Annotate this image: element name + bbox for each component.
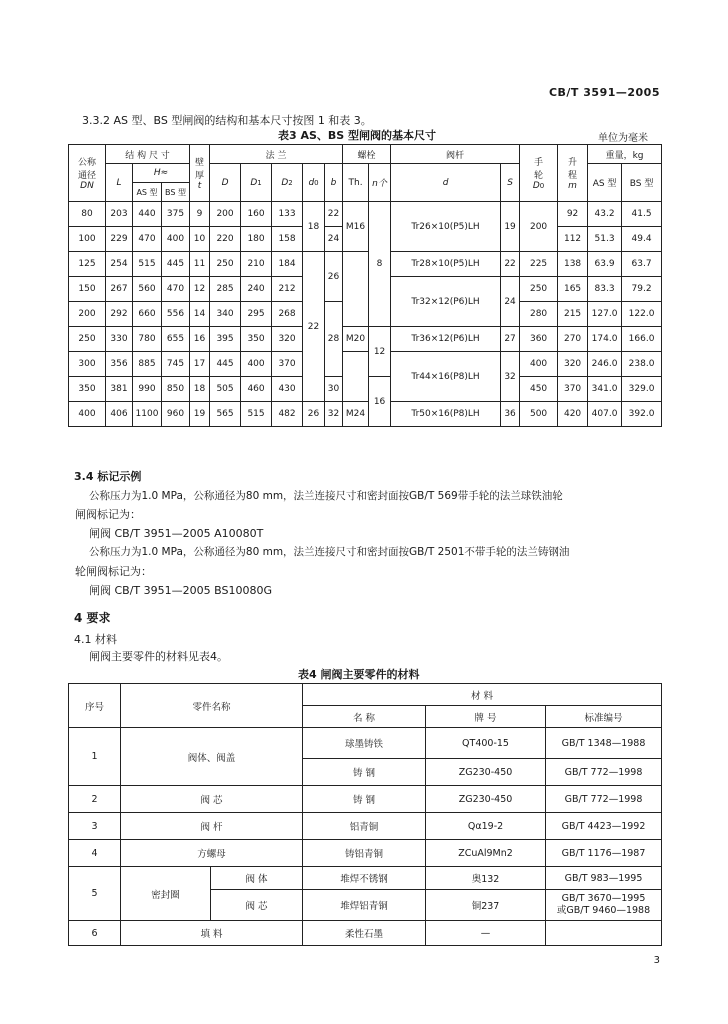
- table-row: 150 267 560 470 12 285 240 212 Tr32×12(P6)LH 24 250 165 83.3 79.2: [69, 277, 662, 302]
- marking-example-1: 闸阀 CB/T 3951—2005 A10080T: [89, 527, 264, 540]
- th-mat-grade: 牌 号: [426, 706, 546, 728]
- section-4-1-title: 4.1 材料: [74, 633, 117, 646]
- table-row: 400 406 1100 960 19 565 515 482 26 32 M24 Tr50×16(P8)LH 36 500 420 407.0 392.0: [69, 402, 662, 427]
- th-struct: 结 构 尺 寸: [106, 145, 190, 164]
- th-flange: 法 兰: [210, 145, 343, 164]
- th-w-bs: BS 型: [622, 164, 662, 202]
- marking-example-2: 闸阀 CB/T 3951—2005 BS10080G: [89, 584, 272, 597]
- table-row: 2 阀 芯 铸 钢 ZG230-450 GB/T 772—1998: [69, 786, 662, 813]
- th-d: d: [391, 164, 501, 202]
- th-dn: 公称 通径 DN: [69, 145, 106, 202]
- section-3-3-2: 3.3.2 AS 型、BS 型闸阀的结构和基本尺寸按图 1 和表 3。: [82, 114, 372, 127]
- table3-title: 表3 AS、BS 型闸阀的基本尺寸: [278, 129, 437, 142]
- th-h-as: AS 型: [133, 183, 162, 202]
- table-row: 阀 芯 堆焊铝青铜 铜237 GB/T 3670—1995 或GB/T 9460—1988: [69, 890, 662, 921]
- table-row: 铸 钢 ZG230-450 GB/T 772—1998: [69, 759, 662, 786]
- table3-unit: 单位为毫米: [598, 133, 648, 144]
- section-3-4-p2a: 公称压力为1.0 MPa，公称通径为80 mm，法兰连接尺寸和密封面按GB/T 2501不带手轮的法兰铸钢油: [89, 546, 570, 558]
- th-part: 零件名称: [121, 684, 303, 728]
- table-row: 3 阀 杆 铝青铜 Qα19-2 GB/T 4423—1992: [69, 813, 662, 840]
- standard-code: CB/T 3591—2005: [548, 86, 660, 99]
- table-row: 4 方螺母 铸铝青铜 ZCuAl9Mn2 GB/T 1176—1987: [69, 840, 662, 867]
- table-row: 5 密封圈 阀 体 堆焊不锈钢 奥132 GB/T 983—1995: [69, 867, 662, 890]
- table-row: 300 356 885 745 17 445 400 370 Tr44×16(P8)LH 32 400 320 246.0 238.0: [69, 352, 662, 377]
- table-row: 350 381 990 850 18 505 460 430 30 16 450 370 341.0 329.0: [69, 377, 662, 402]
- section-4-title: 4 要求: [74, 611, 111, 625]
- th-D1: D1: [241, 164, 272, 202]
- th-h-bs: BS 型: [162, 183, 190, 202]
- table4-title: 表4 闸阀主要零件的材料: [298, 668, 420, 681]
- page-number: 3: [653, 955, 660, 966]
- table-row: 100 229 470 400 10 220 180 158 24 112 51.3 49.4: [69, 227, 662, 252]
- th-S: S: [501, 164, 520, 202]
- table-row: 6 填 料 柔性石墨 —: [69, 921, 662, 946]
- th-D2: D2: [272, 164, 303, 202]
- table4: [68, 683, 662, 946]
- th-mat-name: 名 称: [303, 706, 426, 728]
- th-D: D: [210, 164, 241, 202]
- th-mat-std: 标准编号: [546, 706, 662, 728]
- th-no: 序号: [69, 684, 121, 728]
- table-row: 1 阀体、阀盖 球墨铸铁 QT400-15 GB/T 1348—1988: [69, 728, 662, 759]
- th-lift: 升 程 m: [558, 145, 588, 202]
- table-row: 80 203 440 375 9 200 160 133 18 22 M16 8 Tr26×10(P5)LH 19 200 92 43.2 41.5: [69, 202, 662, 227]
- table-row: 200 292 660 556 14 340 295 268 28 280 215 127.0 122.0: [69, 302, 662, 327]
- table-row: 125 254 515 445 11 250 210 184 22 26 Tr28×10(P5)LH 22 225 138 63.9 63.7: [69, 252, 662, 277]
- th-b: b: [325, 164, 343, 202]
- th-L: L: [106, 164, 133, 202]
- th-weight: 重量，kg: [588, 145, 662, 164]
- th-stem: 阀杆: [391, 145, 520, 164]
- th-d0: d0: [303, 164, 325, 202]
- section-3-4-p1a: 公称压力为1.0 MPa，公称通径为80 mm，法兰连接尺寸和密封面按GB/T 569带手轮的法兰球铁油轮: [89, 490, 563, 502]
- th-material: 材 料: [303, 684, 662, 706]
- th-wall: 壁 厚 t: [190, 145, 210, 202]
- section-3-4-title: 3.4 标记示例: [74, 470, 142, 483]
- th-handwheel: 手 轮 D0: [520, 145, 558, 202]
- th-H: H≈: [133, 164, 190, 183]
- section-3-4-p1b: 闸阀标记为：: [75, 508, 141, 521]
- th-th: Th.: [343, 164, 369, 202]
- section-4-1-text: 闸阀主要零件的材料见表4。: [89, 650, 228, 663]
- table3: [68, 144, 662, 427]
- table-row: 250 330 780 655 16 395 350 320 M20 12 Tr36×12(P6)LH 27 360 270 174.0 166.0: [69, 327, 662, 352]
- th-w-as: AS 型: [588, 164, 622, 202]
- th-bolt: 螺栓: [343, 145, 391, 164]
- th-n: n个: [369, 164, 391, 202]
- section-3-4-p2b: 轮闸阀标记为：: [75, 565, 152, 578]
